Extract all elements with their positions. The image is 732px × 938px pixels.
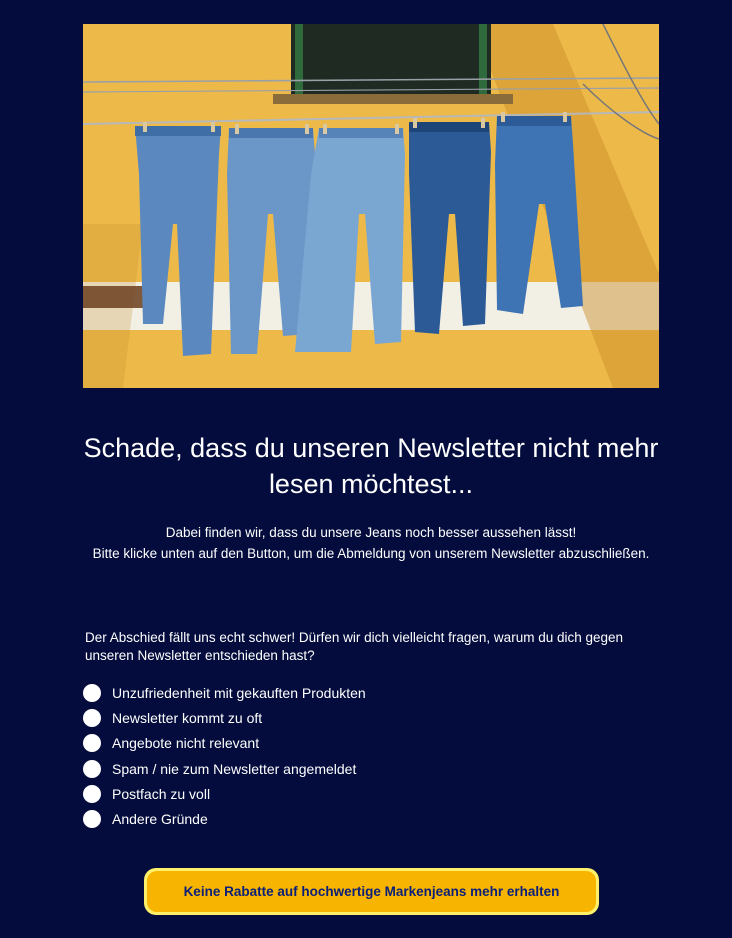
option-unzufriedenheit[interactable] [83, 680, 366, 705]
hero-image [83, 24, 659, 388]
page-title: Schade, dass du unseren Newsletter nicht mehr lesen möchtest... [83, 433, 659, 499]
option-zu-oft[interactable] [83, 705, 366, 730]
option-label: Newsletter kommt zu oft [112, 709, 263, 726]
unsubscribe-button-frame [144, 868, 599, 915]
option-label: Spam / nie zum Newsletter angemeldet [112, 760, 357, 777]
radio-button[interactable] [83, 760, 101, 778]
radio-button[interactable] [83, 810, 101, 828]
option-label: Andere Gründe [112, 811, 208, 828]
option-andere-gruende[interactable] [83, 806, 366, 831]
option-postfach-voll[interactable] [83, 781, 366, 806]
intro-line-1: Dabei finden wir, dass du unsere Jeans noch besser aussehen lässt! [165, 525, 577, 540]
option-spam[interactable] [83, 756, 366, 781]
survey-question: Der Abschied fällt uns echt schwer! Dürfen wir dich vielleicht fragen, warum du dich gegen unseren Newsletter entschieden hast? [85, 630, 624, 663]
intro-text [83, 523, 659, 564]
option-label: Unzufriedenheit mit gekauften Produkten [112, 684, 366, 701]
radio-button[interactable] [83, 709, 101, 727]
radio-button[interactable] [83, 734, 101, 752]
radio-button[interactable] [83, 785, 101, 803]
option-nicht-relevant[interactable] [83, 731, 366, 756]
option-label: Angebote nicht relevant [112, 735, 260, 752]
option-label: Postfach zu voll [112, 785, 211, 802]
radio-button[interactable] [83, 684, 101, 702]
unsubscribe-button[interactable]: Keine Rabatte auf hochwertige Markenjeans mehr erhalten [147, 871, 596, 912]
intro-line-2: Bitte klicke unten auf den Button, um die Abmeldung von unserem Newsletter abzuschließen. [92, 545, 650, 561]
jeans-clothesline-illustration [83, 24, 659, 388]
survey-options [83, 680, 366, 832]
